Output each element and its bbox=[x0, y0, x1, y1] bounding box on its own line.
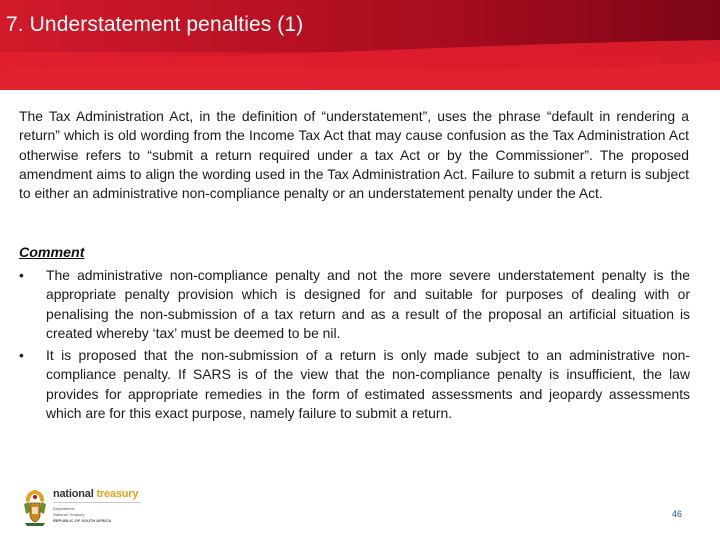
logo-word-national: national bbox=[53, 488, 94, 500]
national-treasury-logo bbox=[20, 488, 155, 530]
title-banner bbox=[0, 0, 720, 90]
logo-treasury-line: National Treasury bbox=[53, 512, 85, 517]
bullet-marker: • bbox=[19, 267, 24, 283]
logo-word-treasury: treasury bbox=[96, 488, 139, 500]
logo-divider bbox=[53, 502, 141, 503]
list-item bbox=[19, 346, 690, 423]
intro-paragraph: The Tax Administration Act, in the definition of “understatement”, uses the phrase “default in rendering a return” which is old wording from the Income Tax Act that may cause confusion as the Tax Administration Act otherwise refers to “submit a return required under a tax Act or by the Commissioner”. The proposed amendment aims to align the wording used in the Tax Administration Act. Failure to submit a return is subject to either an administrative non-compliance penalty or an understatement penalty under the Act. bbox=[19, 108, 689, 202]
logo-republic-line: REPUBLIC OF SOUTH AFRICA bbox=[53, 518, 112, 523]
bullet-text: The administrative non-compliance penalty and not the more severe understatement penalty is the appropriate penalty provision which is designed for and suitable for purposes of dealing with or penalising the non-submission of a tax return and as a result of the proposal an artificial situation is created whereby ‘tax’ must be deemed to be nil. bbox=[46, 267, 690, 341]
comment-heading: Comment bbox=[19, 245, 85, 261]
list-item bbox=[19, 266, 690, 343]
bullet-text: It is proposed that the non-submission of a return is only made subject to an administrative non-compliance penalty. If SARS is of the view that the non-compliance penalty is insufficient, the law provides for appropriate remedies in the form of estimated assessments and jeopardy assessments which are for this exact purpose, namely failure to submit a return. bbox=[46, 347, 690, 422]
comment-bullet-list bbox=[19, 266, 690, 426]
bullet-marker: • bbox=[19, 347, 24, 364]
page-number: 46 bbox=[672, 509, 683, 519]
slide-title: 7. Understatement penalties (1) bbox=[6, 13, 304, 36]
logo-department-line: Department: bbox=[53, 506, 76, 511]
coat-of-arms-icon bbox=[20, 488, 50, 528]
logo-wordmark bbox=[53, 488, 138, 500]
